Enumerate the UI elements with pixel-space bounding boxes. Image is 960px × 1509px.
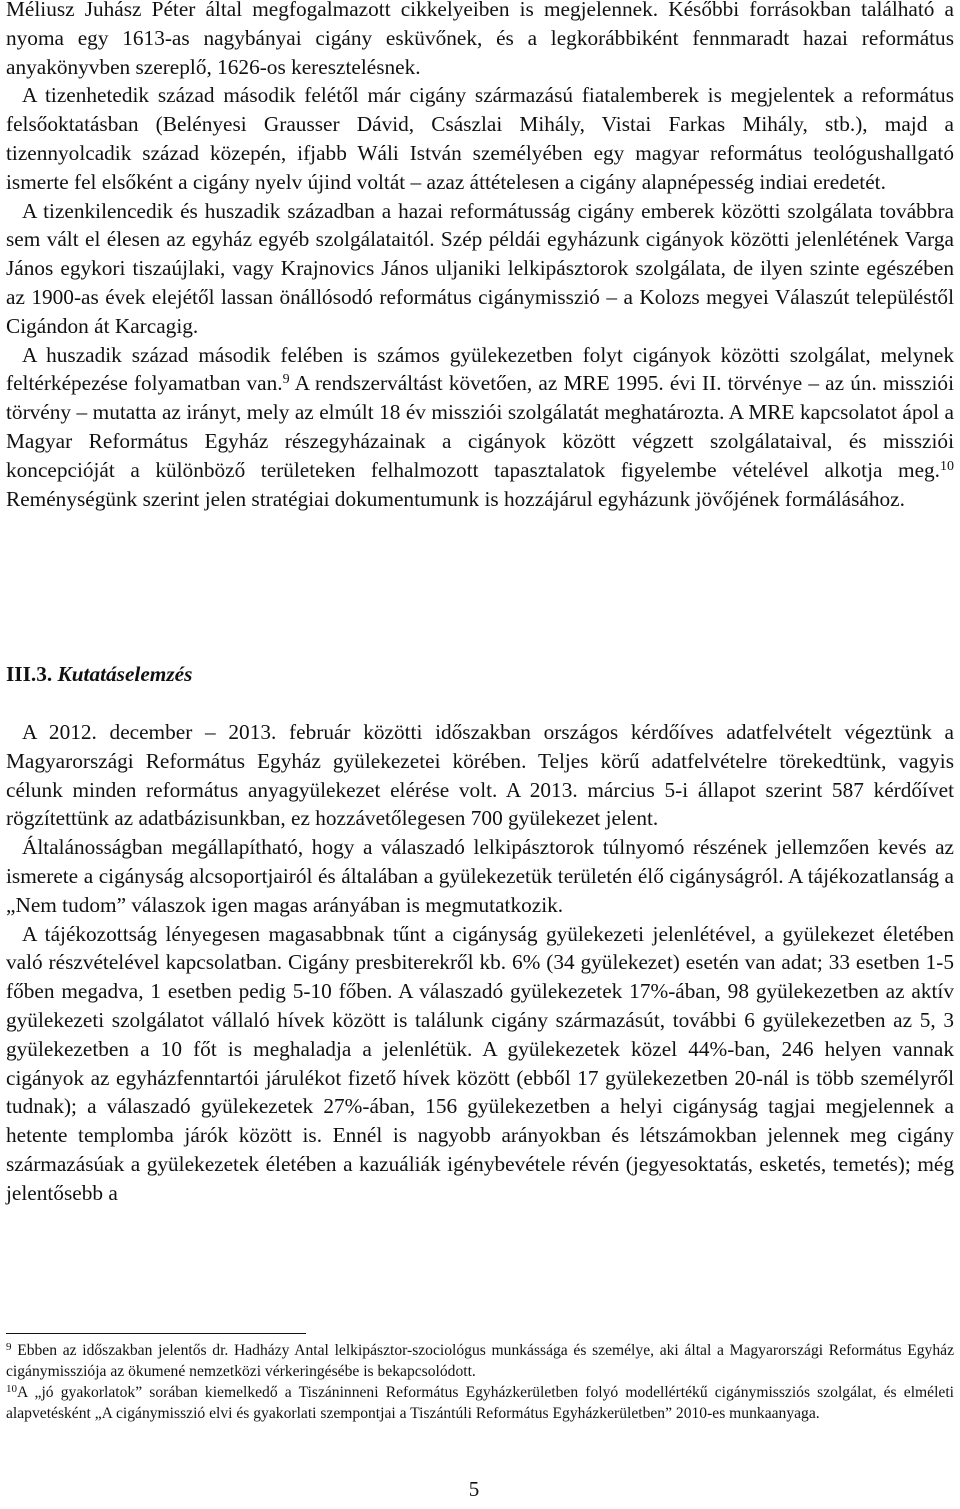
body-section-analysis bbox=[6, 718, 954, 1208]
paragraph-text: A rendszerváltást követően, az MRE 1995. évi II. törvénye – az ún. missziói törvény – mutatta az irányt, mely az elmúlt 18 év missziói szolgálatát meghatározta. A MRE kapcsolatot ápol a Magyar Református Egyház részegyházainak a cigányok között végzett szolgálataival, és missziói koncepcióját a különböző területeken felhalmozott tapasztalatok figyelembe vételével alkotja meg. bbox=[6, 371, 954, 482]
footnote-mark: 9 bbox=[6, 1341, 12, 1353]
footnote-divider bbox=[6, 1333, 306, 1334]
footnote-ref[interactable]: 9 bbox=[282, 372, 290, 388]
paragraph: A tájékozottság lényegesen magasabbnak tűnt a cigányság gyülekezeti jelenlétével, a gyülekezet életében való részvételével kapcsolatban. Cigány presbiterekről kb. 6% (34 gyülekezet) esetén van adat; 33 esetben 1-5 főben megadva, 1 esetben pedig 5-10 főben. A válaszadó gyülekezetek 17%-ában, 98 gyülekezetben az aktív gyülekezeti szolgálatot vállaló hívek között is találunk cigány származásút, további 6 gyülekezetben az 5, 3 gyülekezetben a 10 főt is meghaladja a jelenlétük. A gyülekezetek közel 44%-ban, 246 helyen vannak cigányok az egyházfenntartói járulékot fizető hívek között (ebből 17 gyülekezetben 20-nál is több személyről tudnak); a válaszadó gyülekezetek 27%-ában, 156 gyülekezetben a helyi cigányság tagjai megjelennek a hetente templomba járók között is. Ennél is nagyobb arányokban és létszámokban jelennek meg cigány származásúak a gyülekezetek életében a kazuáliák igénybevétele révén (jegyesoktatás, esketés, temetés); még jelentősebb a bbox=[6, 921, 954, 1205]
paragraph: A tizenkilencedik és huszadik században a hazai reformátusság cigány emberek közötti szolgálata továbbra sem vált el élesen az egyház egyéb szolgálataitól. Szép példái egyházunk cigányok közötti jelenlétének Varga János egykori tiszaújlaki, vagy Krajnovics János uljaniki lelkipásztorok szolgálata, de ilyen szinte egészében az 1900-as évek elejétől lassan önállósodó református cigánymisszió – a Kolozs megyei Válaszút településtől Cigándon át Karcagig. bbox=[6, 198, 954, 338]
footnote-text: Ebben az időszakban jelentős dr. Hadházy Antal lelkipásztor-szociológus munkássága és személye, aki által a Magyarországi Református Egyház cigánymissziója az ökumené nemzetközi vérkeringésébe is bekapcsolódott. bbox=[6, 1342, 954, 1380]
paragraph: Méliusz Juhász Péter által megfogalmazott cikkelyeiben is megjelennek. Későbbi forrásokban található a nyoma egy 1613-as nagybányai cigány esküvőnek, és a legkorábbiként fennmaradt hazai református anyakönyvben szereplő, 1626-os keresztelésnek. bbox=[6, 0, 954, 79]
footnote-text: A „jó gyakorlatok” sorában kiemelkedő a Tiszáninneni Református Egyházkerületben folyó modellértékű cigánymissziós szolgálat, és elméleti alapvetésként „A cigánymisszió elvi és gyakorlati szempontjai a Tiszántúli Református Egyházkerületben” 2010-es munkaanyaga. bbox=[6, 1384, 954, 1422]
paragraph bbox=[6, 341, 954, 514]
paragraph: A tizenhetedik század második felétől már cigány származású fiatalemberek is megjelentek a református felsőoktatásban (Belényesi Grausser Dávid, Császlai Mihály, Vistai Farkas Mihály, stb.), majd a tizennyolcadik század közepén, ifjabb Wáli István személyében egy magyar református teológushallgató ismerte fel elsőként a cigány nyelv újind voltát – azaz áttételesen a cigány alapnépesség indiai eredetét. bbox=[6, 83, 954, 194]
footnote bbox=[6, 1382, 954, 1424]
footnote-mark: 10 bbox=[6, 1383, 17, 1395]
footnote bbox=[6, 1340, 954, 1382]
body-section-history bbox=[6, 0, 954, 513]
paragraph: A 2012. december – 2013. február közötti időszakban országos kérdőíves adatfelvételt végeztünk a Magyarországi Református Egyház gyülekezetei körében. Teljes körű adatfelvételre törekedtünk, vagyis célunk minden református anyagyülekezet elérése volt. A 2013. március 5-i állapot szerint 587 kérdőívet rögzítettünk az adatbázisunkban, ez hozzávetőlegesen 700 gyülekezet jelent. bbox=[6, 720, 954, 831]
paragraph-text: Reménységünk szerint jelen stratégiai dokumentumunk is hozzájárul egyházunk jövőjének formálásához. bbox=[6, 486, 905, 511]
page-number: 5 bbox=[468, 1477, 480, 1501]
section-title: Kutatáselemzés bbox=[57, 662, 193, 686]
section-heading bbox=[6, 660, 192, 689]
paragraph-text: A huszadik század második felében is számos gyülekezetben folyt cigányok közötti szolgálat, melynek feltérképezése folyamatban van. bbox=[6, 342, 954, 396]
section-number: III.3. bbox=[6, 662, 53, 686]
footnote-ref[interactable]: 10 bbox=[940, 458, 954, 474]
footnotes bbox=[6, 1340, 954, 1424]
document-page bbox=[6, 0, 954, 1422]
paragraph: Általánosságban megállapítható, hogy a válaszadó lelkipásztorok túlnyomó részének jellemzően kevés az ismerete a cigányság alcsoportjairól és általában a gyülekezetük területén élő cigányságról. A tájékozatlanság a „Nem tudom” válaszok igen magas arányában is megmutatkozik. bbox=[6, 835, 954, 917]
